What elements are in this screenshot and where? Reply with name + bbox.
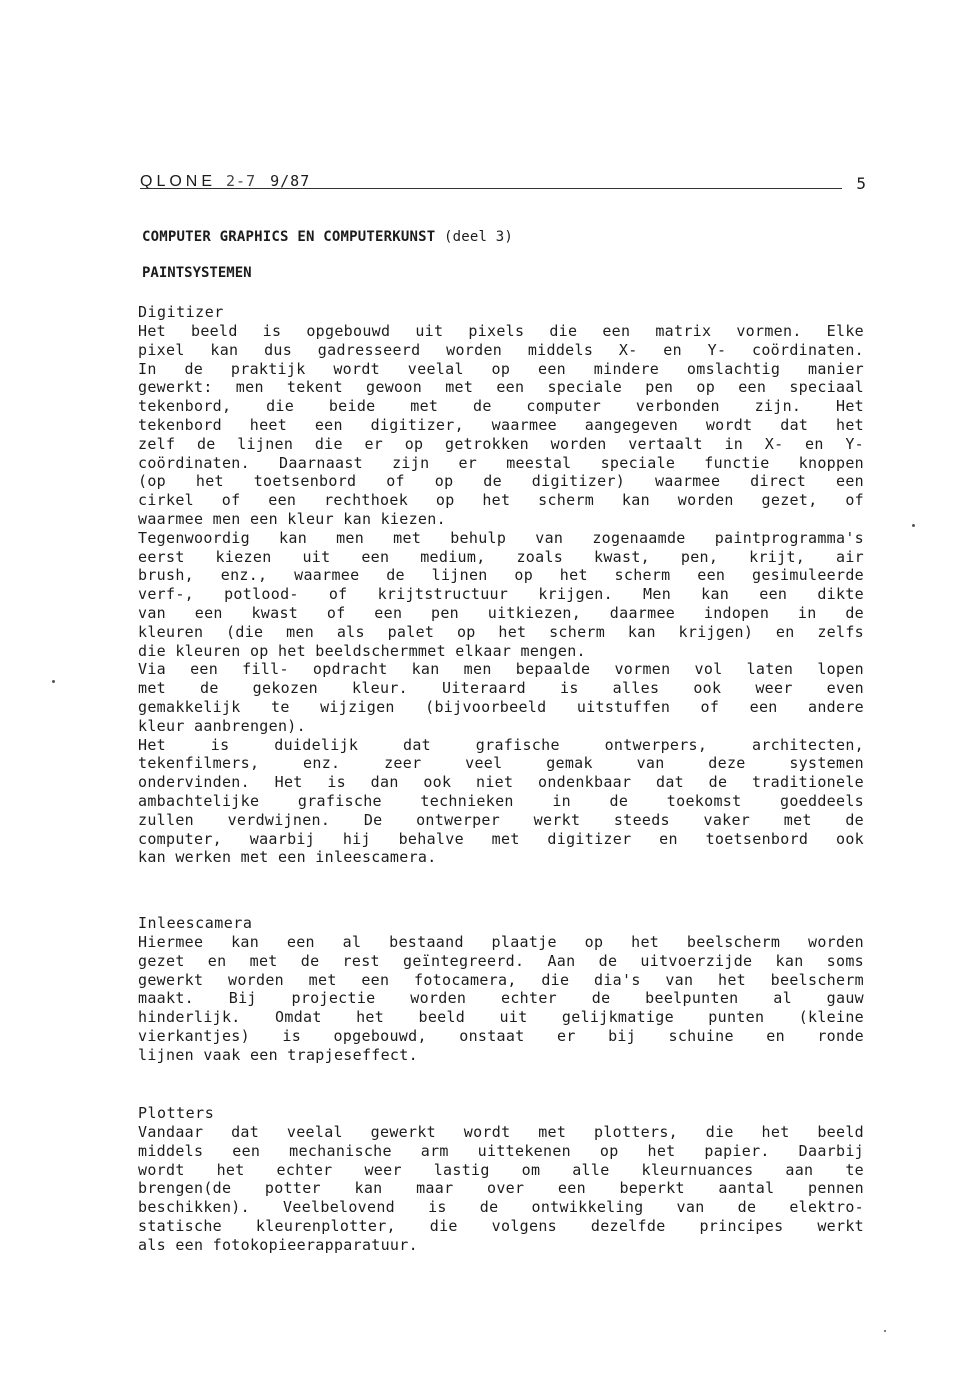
section-inleescamera (138, 914, 864, 1065)
text-line: hinderlijk. Omdat het beeld uit gelijkmatige punten (kleine (138, 1008, 864, 1027)
text-line: brengen(de potter kan maar over een beperkt aantal pennen (138, 1179, 864, 1198)
text-line: gewerkt worden met een fotocamera, die dia's van het beelscherm (138, 970, 864, 989)
text-line: In de praktijk wordt veelal op een mindere omslachtig manier (138, 359, 864, 378)
magazine-name: QLONE (140, 173, 217, 190)
issue-date: 9/87 (270, 172, 311, 190)
section-body (138, 322, 864, 867)
text-line: middels een mechanische arm uittekenen op het papier. Daarbij (138, 1141, 864, 1160)
text-line: ambachtelijke grafische technieken in de toekomst goeddeels (138, 791, 864, 810)
text-line: zelf de lijnen die er op getrokken worden vertaalt in X- en Y- (138, 434, 864, 453)
text-line: Via een fill- opdracht kan men bepaalde vormen vol laten lopen (138, 660, 864, 679)
text-line: pixel kan dus gadresseerd worden middels X- en Y- coördinaten. (138, 340, 864, 359)
issue-number: 2-7 (226, 172, 257, 190)
text-line: Hiermee kan een al bestaand plaatje op het beelscherm worden (138, 933, 864, 951)
section-digitizer (138, 303, 864, 867)
text-line: gezet en met de rest geïntegreerd. Aan de uitvoerzijde kan soms (138, 951, 864, 970)
text-line: van een kwast of een pen uitkiezen, daarmee indopen in de (138, 603, 864, 622)
text-line: Het is duidelijk dat grafische ontwerpers, architecten, (138, 735, 864, 754)
text-line: tekenbord, die beide met de computer verbonden zijn. Het (138, 397, 864, 416)
text-line: ondervinden. Het is dan ook niet ondenkbaar dat de traditionele (138, 773, 864, 792)
header-rule (140, 188, 842, 189)
text-line: (op het toetsenbord of op de digitizer) waarmee direct een (138, 472, 864, 491)
text-line: computer, waarbij hij behalve met digitizer en toetsenbord ook (138, 829, 864, 848)
scan-speck (912, 524, 915, 527)
text-line: verf-, potlood- of krijtstructuur krijgen. Men kan een dikte (138, 585, 864, 604)
text-line: Tegenwoordig kan men met behulp van zogenaamde paintprogramma's (138, 528, 864, 547)
text-line: die kleuren op het beeldschermmet elkaar mengen. (138, 641, 586, 660)
text-line: eerst kiezen uit een medium, zoals kwast, pen, krijt, air (138, 547, 864, 566)
text-line: vierkantjes) is opgebouwd, onstaat er bij schuine en ronde (138, 1026, 864, 1045)
text-line: als een fotokopieerapparatuur. (138, 1235, 418, 1254)
page-header (140, 166, 868, 196)
text-line: kleuren (die men als palet op het scherm kan krijgen) en zelfs (138, 622, 864, 641)
text-line: statische kleurenplotter, die volgens dezelfde principes werkt (138, 1216, 864, 1235)
section-heading: Inleescamera (138, 914, 253, 932)
text-line: waarmee men een kleur kan kiezen. (138, 509, 446, 528)
text-line: kleur aanbrengen). (138, 716, 306, 735)
article-title-main: COMPUTER GRAPHICS EN COMPUTERKUNST (142, 229, 436, 245)
text-line: brush, enz., waarmee de lijnen op het scherm een gesimuleerde (138, 566, 864, 585)
text-line: tekenfilmers, enz. zeer veel gemak van deze systemen (138, 754, 864, 773)
text-line: coördinaten. Daarnaast zijn er meestal speciale functie knoppen (138, 453, 864, 472)
text-line: beschikken). Veelbelovend is de ontwikkeling van de elektro- (138, 1198, 864, 1217)
text-line: kan werken met een inleescamera. (138, 848, 437, 867)
section-body (138, 1123, 864, 1255)
text-line: wordt het echter weer lastig om alle kleurnuances aan te (138, 1160, 864, 1179)
scan-speck (884, 1330, 886, 1332)
article-title (142, 229, 513, 245)
text-line: Het beeld is opgebouwd uit pixels die een matrix vormen. Elke (138, 322, 864, 340)
text-line: gewerkt: men tekent gewoon met een speciale pen op een speciaal (138, 378, 864, 397)
text-line: lijnen vaak een trapjeseffect. (138, 1045, 418, 1064)
section-body (138, 933, 864, 1065)
text-line: cirkel of een rechthoek op het scherm kan worden gezet, of (138, 491, 864, 510)
section-heading: Plotters (138, 1104, 215, 1122)
article-title-part: (deel 3) (444, 229, 514, 245)
scan-speck (52, 680, 55, 683)
text-line: tekenbord heet een digitizer, waarmee aangegeven wordt dat het (138, 415, 864, 434)
text-line: zullen verdwijnen. De ontwerper werkt steeds vaker met de (138, 810, 864, 829)
main-section-heading: PAINTSYSTEMEN (142, 265, 252, 281)
text-line: gemakkelijk te wijzigen (bijvoorbeeld uitstuffen of een andere (138, 697, 864, 716)
page-number: 5 (856, 174, 866, 193)
text-line: Vandaar dat veelal gewerkt wordt met plotters, die het beeld (138, 1123, 864, 1141)
text-line: met de gekozen kleur. Uiteraard is alles ook weer even (138, 679, 864, 698)
section-plotters (138, 1104, 864, 1255)
section-heading: Digitizer (138, 303, 224, 321)
text-line: maakt. Bij projectie worden echter de beelpunten al gauw (138, 989, 864, 1008)
